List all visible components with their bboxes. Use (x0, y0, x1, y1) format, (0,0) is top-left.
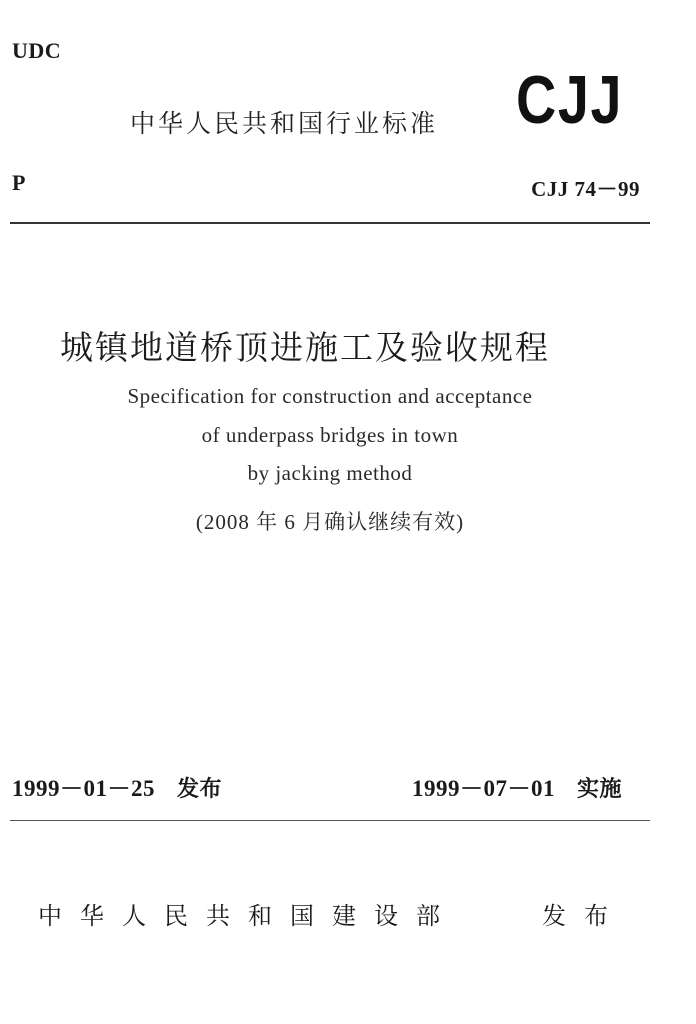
industry-standard-heading: 中华人民共和国行业标准 (130, 109, 439, 138)
title-english-line-3: by jacking method (247, 461, 413, 485)
title-english-line-2: of underpass bridges in town (201, 423, 459, 447)
title-english-line-1: Specification for construction and acceptance (127, 384, 533, 408)
bottom-divider (10, 820, 650, 821)
top-divider (10, 222, 650, 224)
standard-number: CJJ 74－99 (531, 177, 640, 201)
issue-date-block (12, 770, 222, 803)
implement-label: 实施 (577, 777, 623, 802)
udc-label: UDC (12, 38, 62, 63)
implement-date-block (412, 770, 622, 803)
title-chinese: 城镇地道桥顶进施工及验收规程 (60, 328, 550, 367)
issue-label: 发布 (177, 777, 223, 802)
confirmation-note: (2008 年 6 月确认继续有效) (195, 510, 465, 534)
classification-code: P (12, 170, 26, 195)
cjj-logo: CJJ (516, 62, 624, 138)
publish-label: 发布 (542, 902, 626, 930)
implement-date: 1999－07－01 (412, 776, 555, 801)
publisher-name: 中华人民共和国建设部 (38, 902, 458, 930)
issue-date: 1999－01－25 (12, 776, 155, 801)
